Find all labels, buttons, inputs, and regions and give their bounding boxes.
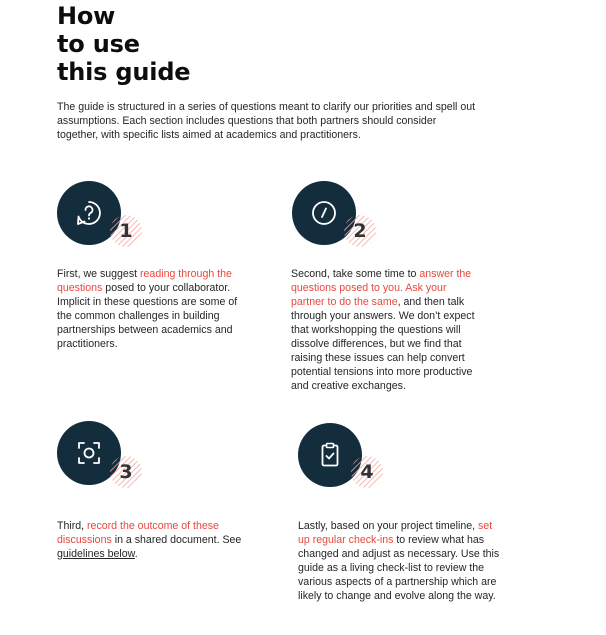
step-1-description	[57, 267, 253, 351]
intro-paragraph: The guide is structured in a series of questions meant to clarify our priorities and spell out assumptions. Each section includes questions that both partners should consider together, with specific lists aimed at academics and practitioners.	[57, 101, 476, 141]
record-focus-icon	[75, 439, 103, 467]
clock-icon	[310, 199, 338, 227]
step-3-number: 3	[119, 461, 133, 483]
step-4-number: 4	[360, 461, 374, 483]
step-4-text: Lastly, based on your project timeline,	[298, 520, 478, 532]
step-3-description	[57, 519, 247, 561]
step-2-number: 2	[353, 220, 367, 242]
step-3-text: Third,	[57, 520, 88, 532]
page-title	[57, 2, 190, 86]
guidelines-link[interactable]: guidelines below	[57, 548, 135, 560]
step-1-number-badge	[109, 214, 143, 248]
title-line-1: How	[57, 2, 116, 30]
step-3-number-badge	[109, 455, 143, 489]
step-4-number-badge	[350, 455, 384, 489]
step-4-description	[298, 519, 503, 603]
step-2-number-badge	[343, 214, 377, 248]
step-1-text: First, we suggest	[57, 268, 141, 280]
step-2-text-end: , and then talk through your answers. We don’t expect that workshopping the questions will dissolve differences, but we find that raising these issues can help convert potential tensions into more productive and creative exchanges.	[291, 296, 475, 392]
step-1-number: 1	[119, 220, 133, 242]
title-line-3: this guide	[57, 58, 191, 86]
step-1-text-end: posed to your collaborator. Implicit in these questions are some of the common challenges in building partnerships between academics and practitioners.	[57, 282, 238, 350]
title-line-2: to use	[57, 30, 140, 58]
clipboard-check-icon	[316, 441, 344, 469]
question-bubble-icon	[75, 199, 103, 227]
step-3-text-end: .	[134, 548, 138, 560]
step-3-highlight: record the outcome of these discussions	[57, 520, 219, 546]
step-3-text-middle: in a shared document. See	[111, 534, 242, 546]
step-2-text: Second, take some time to	[291, 268, 420, 280]
step-4-highlight: set up regular check-ins	[298, 520, 493, 546]
step-1-highlight: reading through the questions	[57, 268, 232, 294]
step-2-highlight: answer the questions posed to you. Ask your partner to do the same	[291, 268, 472, 308]
step-4-text-end: to review what has changed and adjust as necessary. Use this guide as a living check-list to review the various aspects of a partnership which are likely to change and evolve along the way.	[298, 534, 500, 602]
step-2-description	[291, 267, 481, 393]
